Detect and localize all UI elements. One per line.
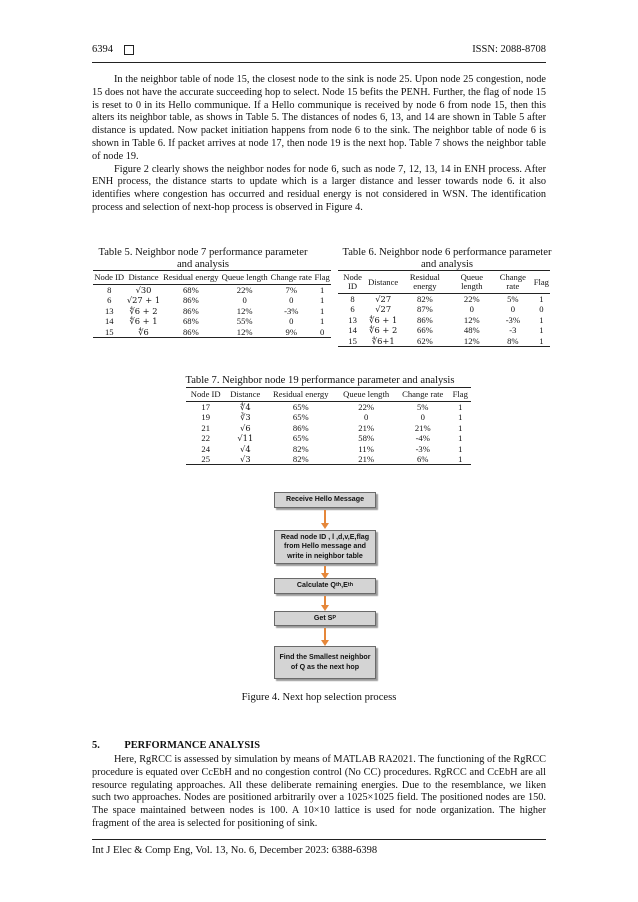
calc-prefix: Calculate Q [296,581,336,590]
table-cell: ∜6 + 1 [369,314,398,325]
table-cell: 1 [458,443,463,454]
flow-step-receive-hello: Receive Hello Message [274,492,376,508]
table-header-cell: Residual energy [399,271,450,294]
table-cell: 22% [236,285,253,295]
table-header-cell: Queue length [451,271,493,294]
table-cell: 0 [289,295,294,306]
table-cell: ∛3 [240,412,251,423]
table-header-cell: Change rate [493,271,533,294]
table-cell: 0 [510,304,515,315]
table-row [93,306,331,316]
table-cell: -3 [509,325,517,336]
table-header-cell: Node ID [93,271,125,285]
table5-caption: Table 5. Neighbor node 7 performance parameter and analysis [98,247,308,270]
table-row [186,402,471,413]
table-cell: 1 [450,454,471,465]
table-cell: √11 [237,433,254,444]
table-cell: 0 [420,412,425,423]
table-cell: 62% [399,336,450,347]
section-number: 5. [92,740,100,751]
table-cell: 86% [182,305,199,316]
table-cell: 12% [451,336,493,347]
table-cell: -4% [415,433,430,444]
table-cell: 1 [320,295,325,306]
get-sub: P [332,614,337,621]
table-cell: √30 [135,285,152,295]
section-title: PERFORMANCE ANALYSIS [124,740,260,751]
table-cell: √27 [375,294,392,304]
table-cell: 21% [414,422,431,433]
table-cell: 14 [104,316,114,327]
table-cell: 12% [236,305,253,316]
table-cell: 22% [358,402,375,412]
footer-rule [92,839,546,840]
table-cell: √6 [240,422,251,433]
table-cell: 6 [107,295,112,306]
table-cell: 68% [182,316,199,327]
table-cell: 8% [493,336,533,347]
table-cell: √3 [225,454,265,465]
table-row [186,412,471,422]
table-cell: 0 [539,304,544,315]
table-cell: 1 [533,336,550,347]
paragraph-1: In the neighbor table of node 15, the closest node to the sink is node 25. Upon node 25 congestion, node 15 does not have the accurate succeeding hop to select. Node 15 befits the PENH. Further, the flag of node 15 is reset to 0 in its Hello communique. If a Hello communique is received by node 6 from node 15, then this alters its neighbor table, as shows in Table 5. The distances of nodes 6, 13, and 14 are shown in Table 5 after distance is updated. Now packet initiation happens from node 6 to the sink. The neighbor table of node 6 is shown in Table 6. If packet arrives at node 17, then node 19 is the next hop. Table 7 shows the neighbor table of node 19. [92,74,546,162]
table-cell: 82% [265,454,336,465]
table7-caption: Table 7. Neighbor node 19 performance parameter and analysis [185,375,455,386]
table-cell: 12% [463,314,480,325]
intro-text [92,74,546,215]
table-cell: 5% [507,294,519,304]
table-cell: 14 [348,325,357,336]
table-row [186,423,471,433]
footer-citation: Int J Elec & Comp Eng, Vol. 13, No. 6, December 2023: 6388-6398 [92,845,378,856]
table-cell: 82% [292,443,309,454]
table-cell: 15 [93,327,125,338]
flow-step-find-smallest: Find the Smallest neighbor of Q as the next hop [274,646,376,679]
flow-arrow [324,510,326,524]
table-header-cell: Flag [313,271,331,285]
table-header-cell: Distance [125,271,161,285]
table-cell: ∜6 [125,327,161,338]
section-paragraph: Here, RgRCC is assessed by simulation by means of MATLAB RA2021. The functioning of the RgRCC procedure is equated over CcEbH and no congestion control (No CC) procedures. RgRCC and CcEbH are all resource regulating approaches. All these deliberate remaining energies. Due to the resemblance, we liken such two approaches. Nodes are positioned arbitrarily over a 1025×1025 field. The positioned nodes are 150. The space maintained between nodes is 100. A 10×10 lattice is used for node organization. The higher fragment of the area is selected for positioning of sink. [92,754,546,829]
table-header-cell: Distance [225,388,265,402]
flow-step-calculate [274,578,376,594]
figure-caption: Figure 4. Next hop selection process [241,692,397,703]
table-cell: 1 [458,433,463,444]
table-header-cell: Change rate [269,271,313,285]
header-rule [92,62,546,63]
table-cell: 17 [201,402,211,412]
table-cell: 1 [539,294,544,304]
table-cell: 7% [285,285,297,295]
square-icon [124,45,134,55]
table-cell: ∜6+1 [367,336,399,347]
table6-caption: Table 6. Neighbor node 6 performance parameter and analysis [342,247,552,270]
table-cell: √27 + 1 [126,295,161,306]
table-row [93,327,331,338]
table-header-cell: Residual energy [162,271,221,285]
calc-mid: ,E [341,581,348,590]
table-cell: 0 [242,295,247,306]
table-cell: 21% [336,454,396,465]
table-cell: 1 [458,412,463,423]
table-header-cell: Flag [450,388,471,402]
table-cell: 55% [236,316,253,327]
table-row [186,433,471,443]
table-cell: 0 [289,316,294,327]
table-row [338,294,550,305]
table-cell: 19 [201,412,211,423]
table-row [338,315,550,325]
table-cell: 86% [182,295,199,306]
table-row [93,316,331,326]
table-cell: ∜6 + 2 [369,325,398,336]
section-heading [92,740,260,751]
table-cell: -3% [415,443,430,454]
table-cell: 87% [417,304,433,315]
flow-step-read-node: Read node ID , l ,d,v,E,flag from Hello message and write in neighbor table [274,530,376,564]
flow-arrowhead [321,523,329,529]
table-cell: 1 [320,285,325,295]
table-row [186,454,471,465]
table-header-cell: Flag [533,271,550,294]
table-header-cell: Residual energy [265,388,336,402]
table-cell: 13 [104,305,114,316]
flow-step-get-sp [274,611,376,626]
table-cell: 82% [417,294,433,304]
table-header-cell: Change rate [396,388,450,402]
issn: ISSN: 2088-8708 [472,44,546,55]
table-cell: 9% [269,327,313,338]
table-cell: 5% [417,402,429,412]
table-cell: 58% [358,433,375,444]
table-cell: 1 [539,325,544,336]
page-header [92,44,546,60]
table-cell: 6 [350,304,355,315]
table-row [186,444,471,454]
table-cell: 22% [463,294,480,304]
calc-sub-2: th [347,582,354,589]
table-row [93,295,331,305]
table-cell: 6% [396,454,450,465]
table-header-cell: Node ID [338,271,367,294]
table-row [338,304,550,314]
table-cell: 86% [417,314,433,325]
table-cell: 21% [358,422,375,433]
table-cell: √4 [240,443,251,454]
table-cell: 65% [292,433,309,444]
table-cell: 8 [107,285,112,295]
table-cell: √27 [375,304,392,315]
table-cell: 86% [292,422,309,433]
table-cell: 21 [201,422,211,433]
table-header-cell: Distance [367,271,399,294]
table-cell: 65% [292,402,309,412]
table-cell: 1 [458,402,463,412]
table-cell: 66% [417,325,433,336]
table-row [338,336,550,347]
table-cell: 86% [162,327,221,338]
table-cell: 48% [463,325,480,336]
section-text-block [92,754,546,831]
table-cell: 1 [320,305,325,316]
table-header-cell: Queue length [220,271,269,285]
paragraph-2: Figure 2 clearly shows the neighbor nodes for node 6, such as node 7, 12, 13, 14 in ENH process. After ENH process, the distance starts to update which is a larger distance and lesser towards node 6. it also identifies where congestion has occurred and residual energy is not considered in WSN. The identification process and selection of next-hop process is observed in Figure 4. [92,163,546,213]
table-cell: ∜6 + 2 [129,305,158,316]
table-cell: 68% [182,285,199,295]
table-header-cell: Queue length [336,388,396,402]
table-cell: -3% [505,314,521,325]
table-row [338,325,550,335]
table-cell: 12% [220,327,269,338]
table-cell: 24 [201,443,211,454]
table-cell: 25 [186,454,225,465]
table-cell: 1 [539,314,544,325]
calc-sub-1: th [335,582,342,589]
table-cell: 1 [458,422,463,433]
table-cell: 0 [364,412,369,423]
table-cell: ∜6 + 1 [129,316,158,327]
table-cell: 22 [201,433,211,444]
table-cell: 0 [313,327,331,338]
table-row [93,285,331,296]
table5 [93,270,331,338]
table-cell: 8 [350,294,355,304]
table6 [338,270,550,347]
table7 [186,387,471,465]
table-cell: 15 [338,336,367,347]
page-number: 6394 [92,44,113,55]
table-cell: 1 [320,316,325,327]
table-cell: ∜4 [240,402,251,412]
get-prefix: Get S [313,613,333,622]
table-cell: -3% [284,305,299,316]
table-cell: 13 [348,314,357,325]
table-header-cell: Node ID [186,388,225,402]
table-cell: 0 [469,304,474,315]
table-cell: 65% [292,412,309,423]
table-cell: 11% [358,443,374,454]
